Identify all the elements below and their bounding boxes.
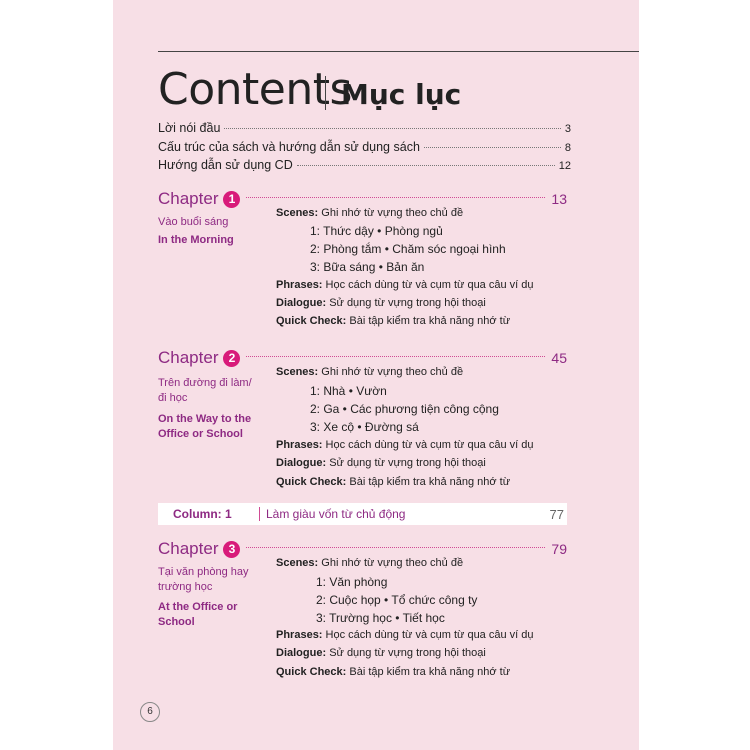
phrases-text: Học cách dùng từ và cụm từ qua câu ví dụ (325, 279, 534, 291)
quick-check-label: Quick Check: (276, 666, 347, 678)
chapter-word: Chapter (158, 539, 219, 558)
column-label: Column: 1 (173, 507, 232, 521)
leader-dots (246, 197, 545, 198)
column-title: Làm giàu vốn từ chủ động (266, 507, 406, 521)
page-title: Contents (158, 64, 352, 115)
phrases-label: Phrases: (276, 439, 323, 451)
leader-dots (424, 147, 561, 148)
leader-dots (224, 128, 560, 129)
phrases-line (276, 629, 534, 641)
page-number: 6 (140, 702, 160, 722)
scene-item: 1: Nhà • Vườn (310, 384, 387, 398)
scene-item: 3: Trường học • Tiết học (316, 611, 445, 625)
column-divider (259, 507, 260, 521)
scenes-label: Scenes: (276, 557, 319, 569)
phrases-line (276, 439, 534, 451)
scenes-text: Ghi nhớ từ vựng theo chủ đề (321, 366, 464, 378)
scene-item: 2: Phòng tắm • Chăm sóc ngoại hình (310, 242, 506, 256)
quick-check-label: Quick Check: (276, 315, 347, 327)
dialogue-text: Sử dụng từ vựng trong hội thoại (329, 297, 486, 309)
toc-entry-label: Hướng dẫn sử dụng CD (158, 158, 293, 172)
dialogue-line (276, 457, 486, 469)
scenes-text: Ghi nhớ từ vựng theo chủ đề (321, 557, 464, 569)
column-entry[interactable] (158, 503, 567, 525)
chapter-number-badge: 1 (223, 191, 240, 208)
dialogue-label: Dialogue: (276, 457, 327, 469)
leader-dots (297, 165, 555, 166)
dialogue-label: Dialogue: (276, 647, 327, 659)
quick-check-text: Bài tập kiểm tra khả năng nhớ từ (349, 315, 511, 327)
chapter-title-en: On the Way to the Office or School (158, 413, 252, 440)
phrases-text: Học cách dùng từ và cụm từ qua câu ví dụ (325, 629, 534, 641)
book-page (113, 0, 639, 750)
chapter-title-en: At the Office or School (158, 601, 238, 628)
chapter-title-vn: Trên đường đi làm/ đi học (158, 377, 252, 404)
chapter-page: 13 (551, 191, 567, 207)
chapter-title-vn: Vào buổi sáng (158, 216, 229, 228)
leader-dots (246, 547, 545, 548)
chapter-page: 79 (551, 541, 567, 557)
scenes-line (276, 366, 463, 378)
toc-entry[interactable] (158, 121, 571, 139)
scenes-line (276, 207, 463, 219)
title-divider (325, 76, 326, 110)
chapter-number-badge: 3 (223, 541, 240, 558)
quick-check-text: Bài tập kiểm tra khả năng nhớ từ (349, 666, 511, 678)
toc-entry-page: 3 (564, 123, 571, 135)
leader-dots (246, 356, 545, 357)
scene-item: 1: Văn phòng (316, 575, 388, 589)
phrases-label: Phrases: (276, 629, 323, 641)
toc-entry-page: 12 (558, 160, 571, 172)
chapter-word: Chapter (158, 189, 219, 208)
chapter-title-vn: Tại văn phòng hay trường học (158, 566, 249, 593)
chapter-title-en: In the Morning (158, 234, 234, 246)
column-page: 77 (549, 506, 564, 522)
phrases-text: Học cách dùng từ và cụm từ qua câu ví dụ (325, 439, 534, 451)
quick-check-line (276, 315, 510, 327)
dialogue-text: Sử dụng từ vựng trong hội thoại (329, 647, 486, 659)
toc-entry-label: Cấu trúc của sách và hướng dẫn sử dụng sách (158, 140, 420, 154)
toc-entry-page: 8 (564, 142, 571, 154)
scenes-label: Scenes: (276, 207, 319, 219)
scene-item: 2: Ga • Các phương tiện công cộng (310, 402, 499, 416)
chapter-page: 45 (551, 350, 567, 366)
scenes-line (276, 557, 463, 569)
scenes-label: Scenes: (276, 366, 319, 378)
toc-entry[interactable] (158, 158, 571, 176)
scene-item: 1: Thức dậy • Phòng ngủ (310, 224, 443, 238)
quick-check-text: Bài tập kiểm tra khả năng nhớ từ (349, 476, 511, 488)
chapter-word: Chapter (158, 348, 219, 367)
scene-item: 3: Bữa sáng • Bản ăn (310, 260, 425, 274)
page-title-vn: Mục lục (341, 78, 462, 111)
toc-entry-label: Lời nói đầu (158, 121, 221, 135)
phrases-label: Phrases: (276, 279, 323, 291)
dialogue-line (276, 297, 486, 309)
phrases-line (276, 279, 534, 291)
toc-entry[interactable] (158, 140, 571, 158)
scenes-text: Ghi nhớ từ vựng theo chủ đề (321, 207, 464, 219)
dialogue-line (276, 647, 486, 659)
scene-item: 2: Cuộc họp • Tổ chức công ty (316, 593, 478, 607)
quick-check-line (276, 476, 510, 488)
chapter-number-badge: 2 (223, 350, 240, 367)
dialogue-label: Dialogue: (276, 297, 327, 309)
quick-check-line (276, 666, 510, 678)
dialogue-text: Sử dụng từ vựng trong hội thoại (329, 457, 486, 469)
scene-item: 3: Xe cộ • Đường sá (310, 420, 419, 434)
top-rule (158, 51, 639, 52)
quick-check-label: Quick Check: (276, 476, 347, 488)
